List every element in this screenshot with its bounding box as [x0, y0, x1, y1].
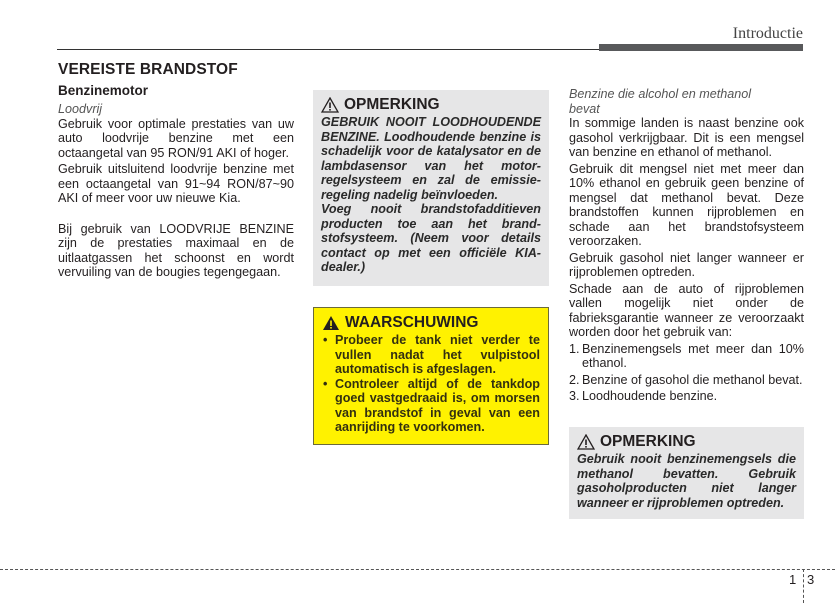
- note-text: GEBRUIK NOOIT LOODHOUDENDE BENZINE. Loodhoudende benzine is schadelijk voor de katalysator en de lambdasensor van het motor-regelsysteem en zal de emissie-regeling nadelig beïnvloeden.: [321, 115, 541, 202]
- paragraph: Gebruik dit mengsel niet met meer dan 10% ethanol en gebruik geen benzine of mengsel dat methanol bevat. Deze brandstoffen kunnen rijproblemen en schade aan het brandstofsysteem veroorzaken.: [569, 161, 804, 248]
- page-number: 3: [807, 572, 815, 587]
- list-item: 2. Benzine of gasohol die methanol bevat.: [569, 372, 803, 387]
- note-text: Voeg nooit brandstofadditieven producten toe aan het brand-stofsysteem. (Neem voor details contact op met een officiële KIA-dealer.): [321, 202, 541, 274]
- warning-box: [313, 307, 549, 445]
- header-rule: [57, 49, 599, 50]
- page-title: VEREISTE BRANDSTOF: [58, 61, 238, 78]
- footer-divider: [803, 569, 804, 603]
- footer-rule: [0, 569, 835, 570]
- warning-triangle-outline-icon: [577, 434, 595, 450]
- subheading: Loodvrij: [58, 102, 103, 116]
- note-text: Gebruik nooit benzinemengsels die methanol bevatten. Gebruik gasoholproducten niet langer wanneer er rijproblemen optreden.: [577, 452, 796, 510]
- note-box: [313, 90, 549, 286]
- note-title: OPMERKING: [344, 96, 440, 113]
- paragraph: Gebruik gasohol niet langer wanneer er rijproblemen optreden.: [569, 250, 804, 279]
- header-bar: [599, 44, 803, 51]
- paragraph: Gebruik uitsluitend loodvrije benzine met een octaangetal van 91~94 RON/87~90 AKI of meer voor uw nieuwe Kia.: [58, 162, 294, 205]
- note-box: [569, 427, 804, 519]
- list-item: 3. Loodhoudende benzine.: [569, 389, 718, 403]
- left-column: [58, 63, 294, 282]
- warning-title: WAARSCHUWING: [345, 314, 479, 331]
- paragraph: Schade aan de auto of rijproblemen vallen mogelijk niet onder de fabrieksgarantie wanneer ze veroorzaakt worden door het gebruik van:: [569, 281, 804, 339]
- subheading: Benzine die alcohol en methanol bevat: [569, 87, 752, 116]
- list-item: 1. Benzinemengsels met meer dan 10% ethanol.: [569, 341, 804, 370]
- warning-bullet: • Controleer altijd of de tankdop goed vastgedraaid is, om morsen van brandstof in geval van een aanrijding te voorkomen.: [322, 377, 540, 435]
- section-title: Introductie: [732, 25, 803, 42]
- warning-triangle-outline-icon: [321, 97, 339, 113]
- subtitle: Benzinemotor: [58, 82, 149, 98]
- warning-bullet: • Probeer de tank niet verder te vullen nadat het vulpistool automatisch is afgeslagen.: [322, 333, 540, 377]
- note-title: OPMERKING: [600, 433, 696, 450]
- chapter-number: 1: [789, 572, 797, 587]
- right-column: [569, 87, 804, 406]
- paragraph: In sommige landen is naast benzine ook gasohol verkrijgbaar. Dit is een mengsel van benzine en ethanol of methanol.: [569, 116, 804, 159]
- warning-triangle-filled-icon: [322, 315, 340, 331]
- paragraph: Gebruik voor optimale prestaties van uw auto loodvrije benzine met een octaangetal van 95 RON/91 AKI of hoger.: [58, 116, 294, 160]
- paragraph: Bij gebruik van LOODVRIJE BENZINE zijn de prestaties maximaal en de uitlaatgassen het schoonst en wordt vervuiling van de bougies tegengegaan.: [58, 221, 294, 279]
- numbered-list: [569, 342, 804, 404]
